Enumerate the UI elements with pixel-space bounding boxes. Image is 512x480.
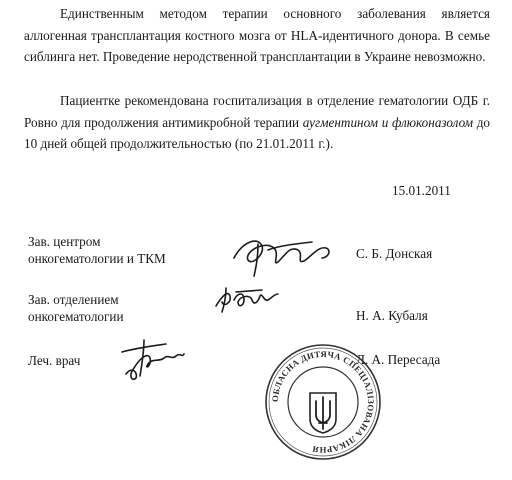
- signatory-1-name: С. Б. Донская: [356, 246, 433, 261]
- signature-1: [228, 228, 338, 280]
- document-date: 15.01.2011: [392, 183, 451, 198]
- paragraph-therapy: [24, 3, 490, 68]
- official-stamp: [264, 343, 382, 461]
- recommendation-end: до 10 дней общей продолжительностью (по 21.01.2011 г.).: [24, 114, 491, 151]
- recommendation-text: Пациентке рекомендована госпитализация в отделение гематологии ОДБ г. Ровно для продолжения антимикробной терапии: [24, 93, 490, 130]
- signature-3: [118, 336, 188, 384]
- paragraph-recommendation: [24, 90, 490, 155]
- signatory-1-title: Зав. центром онкогематологии и ТКМ: [28, 234, 166, 266]
- signatory-2-name: Н. А. Кубаля: [356, 308, 428, 323]
- stamp-ring-text: ОБЛАСНА ДИТЯЧА СПЕЦІАЛІЗОВАНА ЛІКАРНЯ: [269, 348, 377, 456]
- drug-fluconazole: флюконазолом: [391, 114, 474, 130]
- signatory-2-title: Зав. отделением онкогематологии: [28, 292, 124, 324]
- signature-2: [212, 282, 282, 316]
- trident-emblem-icon: [310, 393, 336, 433]
- drug-augmentin: аугментином: [302, 114, 379, 130]
- paragraph-therapy-text: Единственным методом терапии основного заболевания является аллогенная трансплантация костного мозга от HLA-идентичного донора. В семье сиблинга нет. Проведение неродственной трансплантации в Украине невозможно.: [24, 6, 490, 64]
- drug-conjunction: и: [378, 114, 392, 130]
- signatory-3-name: Л. А. Пересада: [356, 352, 441, 367]
- signatory-3-title: Леч. врач: [28, 353, 81, 368]
